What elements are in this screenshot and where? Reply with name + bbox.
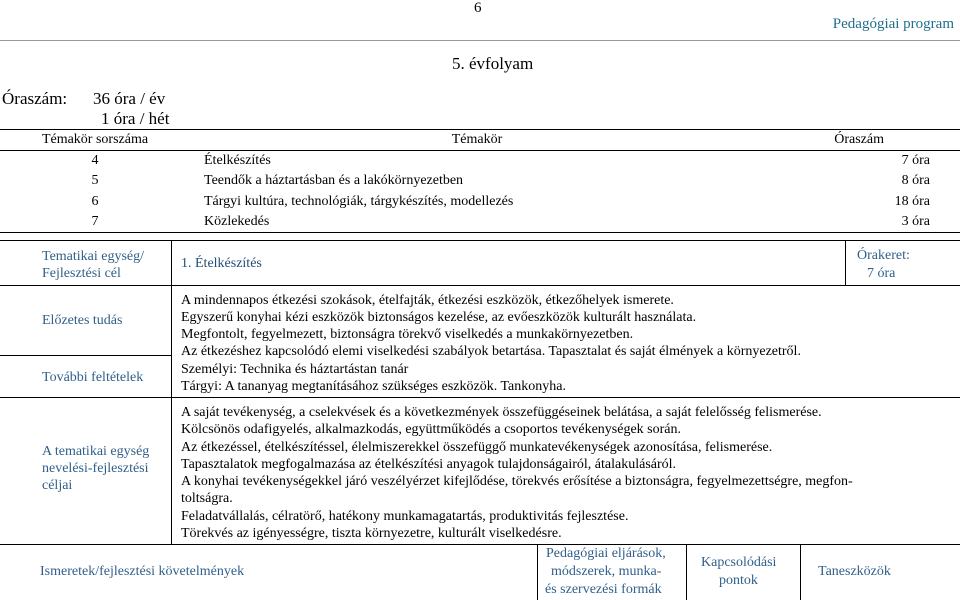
condition-line: Tárgyi: A tananyag megtanításához szükséges eszközök. Tankonyha. xyxy=(181,379,566,394)
prior-knowledge-line: Egyszerű konyhai kézi eszközök biztonságos kezelése, az evőeszközök kulturált használata. xyxy=(181,310,697,325)
label-celjai-1: A tematikai egység xyxy=(42,444,150,459)
topic-name: Tárgyi kultúra, technológiák, tárgykészítés, modellezés xyxy=(204,193,514,209)
prior-knowledge-line: Az étkezéshez kapcsolódó elemi viselkedési szabályok betartása. Tapasztalat és saját élmények a környezetről. xyxy=(181,344,801,359)
hours-label: Óraszám: xyxy=(2,89,68,108)
condition-line: Személyi: Technika és háztartástan tanár xyxy=(181,362,409,377)
table-row xyxy=(0,171,960,192)
unit-rule xyxy=(0,355,171,356)
grade-title: 5. évfolyam xyxy=(452,54,534,73)
label-tematikai-2: Fejlesztési cél xyxy=(42,266,121,281)
col-kapcsolodo-2: pontok xyxy=(719,573,758,588)
label-elozetes: Előzetes tudás xyxy=(42,313,123,328)
goal-line: A saját tevékenység, a cselekvések és a következmények összefüggéseinek belátása, a saját felelősség felismerése. xyxy=(181,405,822,420)
col-taneszkozok: Taneszközök xyxy=(818,564,891,579)
unit-rule xyxy=(0,240,960,241)
unit-rule xyxy=(845,240,846,285)
topics-rule xyxy=(0,232,960,233)
goal-line: Tapasztalatok megfogalmazása az ételkészítési anyagok tulajdonságairól, átalakulásáról. xyxy=(181,457,677,472)
label-tovabbi: További feltételek xyxy=(42,370,144,385)
topic-number: 5 xyxy=(91,173,99,189)
topic-hours: 18 óra xyxy=(894,193,930,209)
prior-knowledge-line: Megfontolt, fegyelmezett, biztonságra törekvő viselkedés a munkakörnyezetben. xyxy=(181,327,634,342)
prior-knowledge-line: A mindennapos étkezési szokások, ételfajták, étkezési eszközök, étkezőhelyek ismerete. xyxy=(181,293,674,308)
goal-line: A konyhai tevékenységekkel járó veszélyérzet kifejlődése, törekvés erősítése a biztonságra, fegyelmezettségre, megfon- xyxy=(181,474,853,489)
topic-hours: 8 óra xyxy=(901,173,930,189)
hours-per-week: 1 óra / hét xyxy=(101,109,170,128)
orakeret-value: 7 óra xyxy=(867,266,896,281)
col-header-topic: Témakör xyxy=(451,132,503,148)
topics-table xyxy=(0,130,960,233)
topic-name: Közlekedés xyxy=(204,214,270,230)
unit-title: 1. Ételkészítés xyxy=(181,256,262,271)
col-header-number: Témakör sorszáma xyxy=(41,132,149,148)
hours-per-year: 36 óra / év xyxy=(93,89,166,108)
col-pedagogiai-3: és szervezési formák xyxy=(545,582,662,597)
goal-line: Törekvés az igényességre, tiszta környezetre, kulturált viselkedésre. xyxy=(181,526,562,541)
topics-rule xyxy=(0,150,960,151)
topic-name: Ételkészítés xyxy=(204,152,271,168)
goal-line: Kölcsönös odafigyelés, alkalmazkodás, együttműködés a csoportos tevékenységek során. xyxy=(181,422,681,437)
header-rule xyxy=(0,40,960,41)
unit-rule xyxy=(0,397,960,398)
header-title: Pedagógiai program xyxy=(832,16,954,32)
topics-rule xyxy=(0,129,960,130)
unit-rule xyxy=(0,544,960,545)
goal-line: toltságra. xyxy=(181,491,233,506)
label-tematikai-1: Tematikai egység/ xyxy=(42,249,145,264)
label-celjai-2: nevelési-fejlesztési xyxy=(42,461,149,476)
col-header-hours: Óraszám xyxy=(834,132,884,148)
goal-line: Feladatvállalás, célratörő, hatékony munkamagatartás, produktivitás fejlesztése. xyxy=(181,509,629,524)
col-ismeretek: Ismeretek/fejlesztési követelmények xyxy=(40,564,245,579)
topic-number: 4 xyxy=(91,152,99,168)
topics-header-row xyxy=(0,130,960,151)
table-row xyxy=(0,212,960,233)
table-row xyxy=(0,151,960,172)
topic-number: 6 xyxy=(91,193,99,209)
col-pedagogiai-2: módszerek, munka- xyxy=(551,564,662,579)
col-pedagogiai-1: Pedagógiai eljárások, xyxy=(546,546,666,561)
label-celjai-3: céljai xyxy=(42,478,73,493)
unit-rule xyxy=(800,544,801,600)
page-number: 6 xyxy=(474,0,482,16)
unit-rule xyxy=(537,544,538,600)
unit-rule xyxy=(0,285,960,286)
orakeret-label: Órakeret: xyxy=(857,248,910,263)
topic-number: 7 xyxy=(91,214,99,230)
topic-name: Teendők a háztartásban és a lakókörnyezetben xyxy=(204,173,464,189)
goal-line: Az étkezéssel, ételkészítéssel, élelmiszerekkel összefüggő munkatevékenységek azonosítása, felismerése. xyxy=(181,440,773,455)
topic-hours: 7 óra xyxy=(901,152,930,168)
col-kapcsolodo-1: Kapcsolódási xyxy=(701,555,777,570)
unit-rule xyxy=(686,544,687,600)
unit-rule xyxy=(171,240,172,544)
table-row xyxy=(0,192,960,213)
topic-hours: 3 óra xyxy=(901,214,930,230)
